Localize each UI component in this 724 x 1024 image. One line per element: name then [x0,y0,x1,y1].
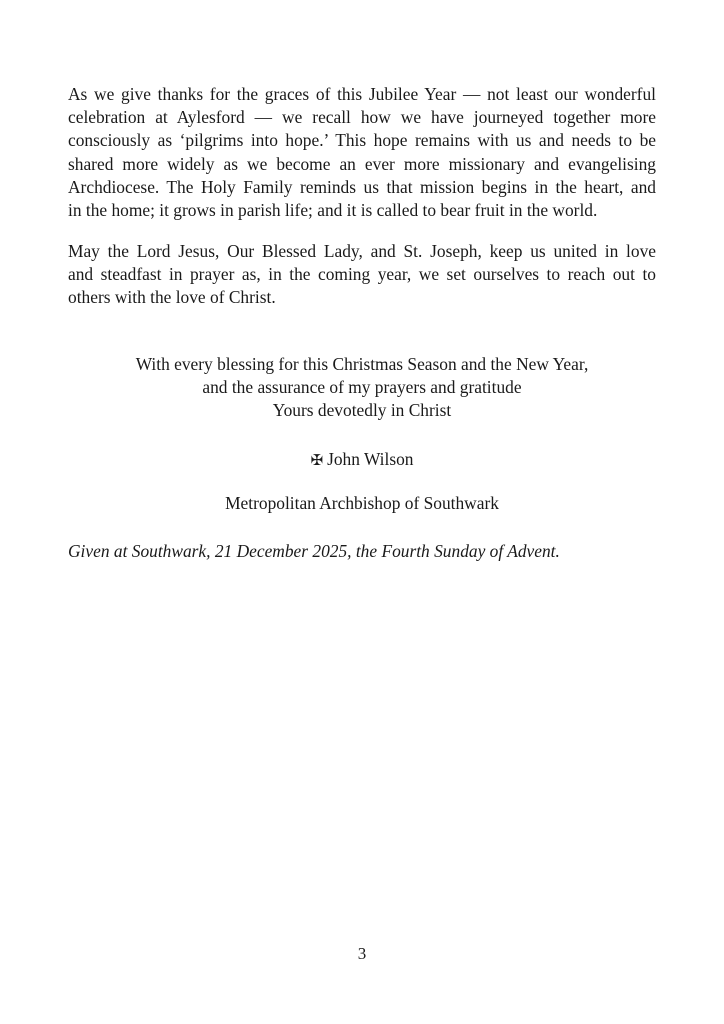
signatory-title: Metropolitan Archbishop of Southwark [225,493,499,513]
text-line: shared more widely as we become an ever more missionary and evangelising [68,153,656,174]
body-paragraph-blessing [68,240,656,310]
given-at-line: Given at Southwark, 21 December 2025, the Fourth Sunday of Advent. [68,541,560,561]
cross-icon: ✠ [310,451,324,469]
text-line: As we give thanks for the graces of this Jubilee Year — not least our wonderful [68,84,656,104]
text-line: and steadfast in prayer as, in the coming year, we set ourselves to reach out to [68,264,656,285]
body-paragraph-jubilee [68,83,656,222]
signature [0,448,724,472]
text-line: others with the love of Christ. [68,287,276,308]
text-line: celebration at Aylesford — we recall how we have journeyed together more [68,107,656,128]
closing-line: and the assurance of my prayers and gratitude [202,377,522,398]
closing-line: Yours devotedly in Christ [272,400,452,421]
text-line: consciously as ‘pilgrims into hope.’ This hope remains with us and needs to be [68,130,656,151]
text-line: May the Lord Jesus, Our Blessed Lady, and St. Joseph, keep us united in love [68,241,656,261]
closing-salutation [0,353,724,423]
closing-line: With every blessing for this Christmas Season and the New Year, [135,354,589,374]
text-line: in the home; it grows in parish life; and it is called to bear fruit in the world. [68,200,598,221]
page-number: 3 [357,944,367,963]
signatory-name: John Wilson [327,449,414,469]
text-line: Archdiocese. The Holy Family reminds us that mission begins in the heart, and [68,176,656,197]
